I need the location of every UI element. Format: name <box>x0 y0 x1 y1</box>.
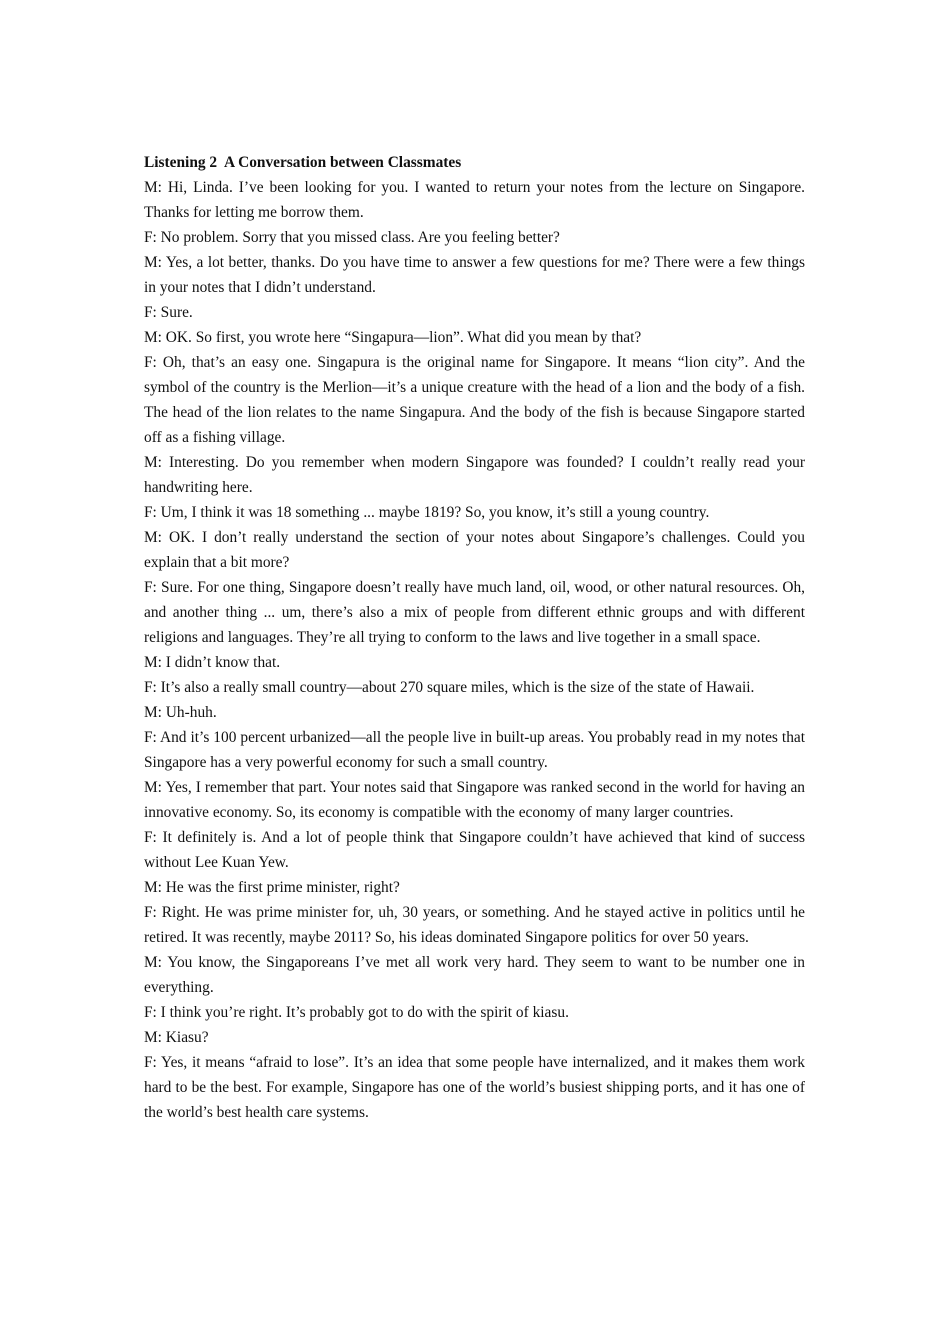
dialogue-line: F: And it’s 100 percent urbanized—all the people live in built-up areas. You probably read in my notes that Singapore has a very powerful economy for such a small country. <box>144 729 805 771</box>
dialogue-line: M: Yes, I remember that part. Your notes said that Singapore was ranked second in the world for having an innovative economy. So, its economy is compatible with the economy of many larger countries. <box>144 779 805 821</box>
dialogue-line: M: Interesting. Do you remember when modern Singapore was founded? I couldn’t really read your handwriting here. <box>144 454 805 496</box>
document-page <box>144 150 805 1125</box>
dialogue-line: M: Hi, Linda. I’ve been looking for you. I wanted to return your notes from the lecture on Singapore. Thanks for letting me borrow them. <box>144 179 805 221</box>
dialogue-line: F: Right. He was prime minister for, uh, 30 years, or something. And he stayed active in politics until he retired. It was recently, maybe 2011? So, his ideas dominated Singapore politics for over 50 years. <box>144 904 805 946</box>
dialogue-line: F: Yes, it means “afraid to lose”. It’s an idea that some people have internalized, and it makes them work hard to be the best. For example, Singapore has one of the world’s busiest shipping ports, and it has one of the world’s best health care systems. <box>144 1054 805 1121</box>
dialogue-line: F: No problem. Sorry that you missed class. Are you feeling better? <box>144 229 560 246</box>
dialogue-line: M: Kiasu? <box>144 1029 209 1046</box>
dialogue-line: M: He was the first prime minister, right? <box>144 879 400 896</box>
dialogue-line: M: You know, the Singaporeans I’ve met all work very hard. They seem to want to be number one in everything. <box>144 954 805 996</box>
dialogue-line: F: Sure. For one thing, Singapore doesn’t really have much land, oil, wood, or other natural resources. Oh, and another thing ... um, there’s also a mix of people from different ethnic groups and with different religions and languages. They’re all trying to conform to the laws and live together in a small space. <box>144 579 805 646</box>
dialogue-line: F: Oh, that’s an easy one. Singapura is the original name for Singapore. It means “lion city”. And the symbol of the country is the Merlion—it’s a unique creature with the head of a lion and the body of a fish. The head of the lion relates to the name Singapura. And the body of the fish is because Singapore started off as a fishing village. <box>144 354 805 446</box>
document-title: Listening 2 A Conversation between Classmates <box>144 154 462 171</box>
dialogue-line: F: Sure. <box>144 304 193 321</box>
dialogue-line: M: OK. I don’t really understand the section of your notes about Singapore’s challenges. Could you explain that a bit more? <box>144 529 805 571</box>
dialogue-line: F: I think you’re right. It’s probably got to do with the spirit of kiasu. <box>144 1004 569 1021</box>
dialogue-line: M: Uh-huh. <box>144 704 217 721</box>
dialogue-line: M: I didn’t know that. <box>144 654 281 671</box>
dialogue-line: M: Yes, a lot better, thanks. Do you have time to answer a few questions for me? There were a few things in your notes that I didn’t understand. <box>144 254 805 296</box>
dialogue-line: M: OK. So first, you wrote here “Singapura—lion”. What did you mean by that? <box>144 329 642 346</box>
dialogue-line: F: It definitely is. And a lot of people think that Singapore couldn’t have achieved that kind of success without Lee Kuan Yew. <box>144 829 805 871</box>
dialogue-line: F: Um, I think it was 18 something ... maybe 1819? So, you know, it’s still a young country. <box>144 504 710 521</box>
dialogue-line: F: It’s also a really small country—about 270 square miles, which is the size of the state of Hawaii. <box>144 679 755 696</box>
